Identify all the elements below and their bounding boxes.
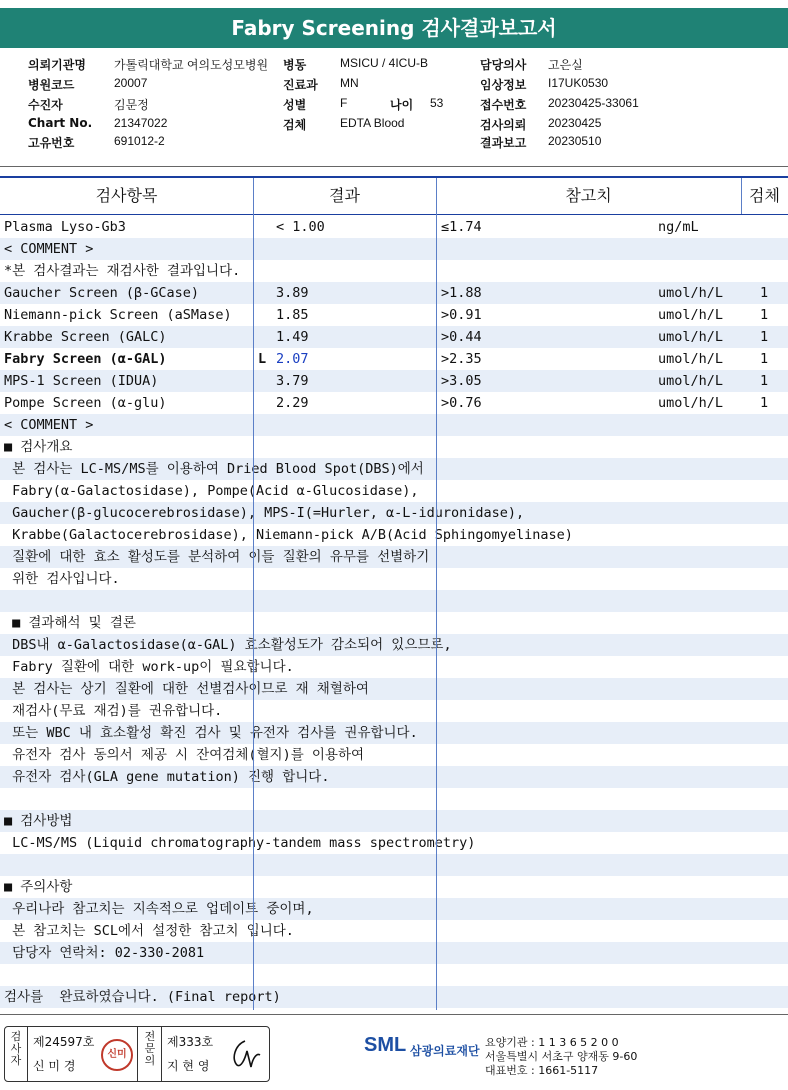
test-item: DBS내 α-Galactosidase(α-GAL) 효소활성도가 감소되어 있으므로,: [4, 637, 452, 653]
table-row: [0, 810, 788, 832]
unit-value: umol/h/L: [658, 351, 724, 367]
patient-value: 김문정: [114, 98, 149, 112]
test-item: < COMMENT >: [4, 241, 94, 257]
table-row: [0, 656, 788, 678]
result-value: 1.85: [276, 307, 309, 323]
test-item: Pompe Screen (α-glu): [4, 395, 167, 411]
result-value: 3.79: [276, 373, 309, 389]
examiner-label: 검사자: [10, 1030, 22, 1067]
id-label: 고유번호: [28, 136, 75, 150]
table-row: [0, 260, 788, 282]
table-row: [0, 436, 788, 458]
examiner-number: 제24597호: [33, 1035, 95, 1049]
test-item: < COMMENT >: [4, 417, 94, 433]
org-name: 삼광의료재단: [410, 1044, 480, 1058]
col-divider: [436, 178, 437, 1010]
report-date-value: 20230510: [548, 134, 602, 148]
test-item: 유전자 검사(GLA gene mutation) 진행 합니다.: [4, 769, 330, 785]
test-item: *본 검사결과는 재검사한 결과입니다.: [4, 263, 241, 279]
clinical-label: 임상정보: [480, 78, 527, 92]
test-item: Fabry Screen (α-GAL): [4, 351, 167, 367]
report-footer: [0, 1022, 788, 1084]
table-row: [0, 392, 788, 414]
table-row: [0, 458, 788, 480]
test-item: MPS-1 Screen (IDUA): [4, 373, 159, 389]
results-table: [0, 178, 788, 1010]
sex-value: F: [340, 96, 348, 110]
table-row: [0, 502, 788, 524]
specimen-number: 1: [760, 395, 769, 411]
sex-label: 성별: [283, 98, 307, 112]
specimen-number: 1: [760, 329, 769, 345]
test-item: Niemann-pick Screen (aSMase): [4, 307, 232, 323]
test-item: ■ 검사개요: [4, 439, 73, 455]
test-item: Fabry(α-Galactosidase), Pompe(Acid α-Glucosidase),: [4, 483, 419, 499]
table-row: [0, 238, 788, 260]
table-row: [0, 568, 788, 590]
test-item: 유전자 검사 동의서 제공 시 잔여검체(혈지)를 이용하여: [4, 747, 365, 763]
test-item: 담당자 연락처: 02-330-2081: [4, 945, 205, 961]
code-label: 병원코드: [28, 78, 75, 92]
age-value: 53: [430, 96, 444, 110]
report-header: [0, 52, 788, 164]
specialist-number: 제333호: [167, 1035, 214, 1049]
unit-value: umol/h/L: [658, 373, 724, 389]
unit-value: umol/h/L: [658, 307, 724, 323]
ward-label: 병동: [283, 58, 307, 72]
table-row: [0, 700, 788, 722]
table-row: [0, 832, 788, 854]
sig-divider: [27, 1027, 28, 1081]
table-row: [0, 898, 788, 920]
reference-value: ≤1.74: [441, 219, 482, 235]
test-item: Gaucher(β-glucocerebrosidase), MPS-I(=Hurler, α-L-iduronidase),: [4, 505, 525, 521]
sig-divider: [137, 1027, 138, 1081]
specimen-number: 1: [760, 307, 769, 323]
unit-value: umol/h/L: [658, 395, 724, 411]
reference-value: >1.88: [441, 285, 482, 301]
doctor-label: 담당의사: [480, 58, 527, 72]
org-phone: 대표번호 : 1661-5117: [485, 1064, 599, 1077]
reception-value: 20230425-33061: [548, 96, 639, 110]
result-value: 1.49: [276, 329, 309, 345]
result-value: < 1.00: [276, 219, 325, 235]
table-row: [0, 524, 788, 546]
signature-mark: [227, 1037, 263, 1071]
unit-value: ng/mL: [658, 219, 699, 235]
signature-box: [4, 1026, 270, 1082]
specimen-number: 1: [760, 373, 769, 389]
table-row: [0, 788, 788, 810]
test-item: Gaucher Screen (β-GCase): [4, 285, 200, 301]
id-value: 691012-2: [114, 134, 165, 148]
table-row: [0, 414, 788, 436]
reference-value: >2.35: [441, 351, 482, 367]
table-row: [0, 854, 788, 876]
dept-value: MN: [340, 76, 359, 90]
hospital-label: 의뢰기관명: [28, 58, 86, 72]
table-row: [0, 282, 788, 304]
test-item: 본 참고치는 SCL에서 설정한 참고치 입니다.: [4, 923, 294, 939]
table-row: [0, 876, 788, 898]
table-row: [0, 678, 788, 700]
specimen-label: 검체: [283, 118, 307, 132]
test-item: Fabry 질환에 대한 work-up이 필요합니다.: [4, 659, 294, 675]
report-date-label: 결과보고: [480, 136, 527, 150]
age-label: 나이: [390, 98, 414, 112]
col-header-item: 검사항목: [95, 186, 158, 205]
test-item: 위한 검사입니다.: [4, 571, 120, 587]
test-item: ■ 주의사항: [4, 879, 73, 895]
table-row: [0, 942, 788, 964]
test-item: 본 검사는 LC-MS/MS를 이용하여 Dried Blood Spot(DBS)에서: [4, 461, 424, 477]
ward-value: MSICU / 4ICU-B: [340, 56, 429, 70]
specimen-number: 1: [760, 285, 769, 301]
table-row: [0, 216, 788, 238]
test-item: 또는 WBC 내 효소활성 확진 검사 및 유전자 검사를 권유합니다.: [4, 725, 418, 741]
dept-label: 진료과: [283, 78, 318, 92]
test-item: Plasma Lyso-Gb3: [4, 219, 126, 235]
table-bottom-border: [0, 1014, 788, 1015]
test-item: 본 검사는 상기 질환에 대한 선별검사이므로 재 채혈하여: [4, 681, 369, 697]
result-value: 2.29: [276, 395, 309, 411]
result-flag: L: [258, 351, 267, 367]
table-row: [0, 920, 788, 942]
test-item: Krabbe Screen (GALC): [4, 329, 167, 345]
examiner-name: 신 미 경: [33, 1059, 76, 1073]
specimen-value: EDTA Blood: [340, 116, 405, 130]
header-row-divider: [0, 214, 788, 215]
table-row: [0, 634, 788, 656]
reference-value: >0.76: [441, 395, 482, 411]
result-value: 3.89: [276, 285, 309, 301]
table-row: [0, 590, 788, 612]
test-item: 우리나라 참고치는 지속적으로 업데이트 중이며,: [4, 901, 314, 917]
reception-label: 접수번호: [480, 98, 527, 112]
table-row: [0, 370, 788, 392]
report-title: Fabry Screening 검사결과보고서: [0, 8, 788, 48]
test-item: ■ 검사방법: [4, 813, 73, 829]
col-header-result: 결과: [329, 186, 360, 205]
sig-divider: [161, 1027, 162, 1081]
table-row: [0, 986, 788, 1008]
table-row: [0, 326, 788, 348]
hospital-value: 가톨릭대학교 여의도성모병원: [114, 58, 269, 72]
test-item: 질환에 대한 효소 활성도를 분석하여 이들 질환의 유무를 선별하기: [4, 549, 430, 565]
col-divider: [741, 178, 742, 214]
reference-value: >3.05: [441, 373, 482, 389]
unit-value: umol/h/L: [658, 329, 724, 345]
table-row: [0, 964, 788, 986]
table-row: [0, 744, 788, 766]
patient-label: 수진자: [28, 98, 63, 112]
org-address: 서울특별시 서초구 양재동 9-60: [485, 1050, 638, 1063]
reference-value: >0.44: [441, 329, 482, 345]
test-item: ■ 결과해석 및 결론: [4, 615, 136, 631]
test-item: Krabbe(Galactocerebrosidase), Niemann-pick A/B(Acid Sphingomyelinase): [4, 527, 573, 543]
table-row: [0, 304, 788, 326]
unit-value: umol/h/L: [658, 285, 724, 301]
org-code: 요양기관 : 1 1 3 6 5 2 0 0: [485, 1036, 619, 1049]
specimen-number: 1: [760, 351, 769, 367]
test-item: 검사를 완료하였습니다. (Final report): [4, 989, 281, 1005]
chart-label: Chart No.: [28, 116, 93, 130]
clinical-value: I17UK0530: [548, 76, 609, 90]
request-label: 검사의뢰: [480, 118, 527, 132]
col-header-specimen: 검체: [749, 186, 780, 205]
test-item: 재검사(무료 재검)를 권유합니다.: [4, 703, 223, 719]
code-value: 20007: [114, 76, 148, 90]
chart-value: 21347022: [114, 116, 168, 130]
result-value: 2.07: [276, 351, 309, 367]
doctor-value: 고은실: [548, 58, 583, 72]
examiner-stamp: 신미: [101, 1039, 133, 1071]
col-header-reference: 참고치: [565, 186, 612, 205]
request-value: 20230425: [548, 116, 602, 130]
specialist-name: 지 현 영: [167, 1059, 210, 1073]
table-row: [0, 766, 788, 788]
sml-logo: SML: [364, 1034, 407, 1056]
specialist-label: 전문의: [144, 1030, 156, 1067]
table-row: [0, 546, 788, 568]
table-row: [0, 722, 788, 744]
table-row: [0, 480, 788, 502]
test-item: LC-MS/MS (Liquid chromatography-tandem mass spectrometry): [4, 835, 476, 851]
col-divider: [253, 178, 254, 1010]
table-row: [0, 348, 788, 370]
table-row: [0, 612, 788, 634]
header-divider: [0, 166, 788, 167]
reference-value: >0.91: [441, 307, 482, 323]
